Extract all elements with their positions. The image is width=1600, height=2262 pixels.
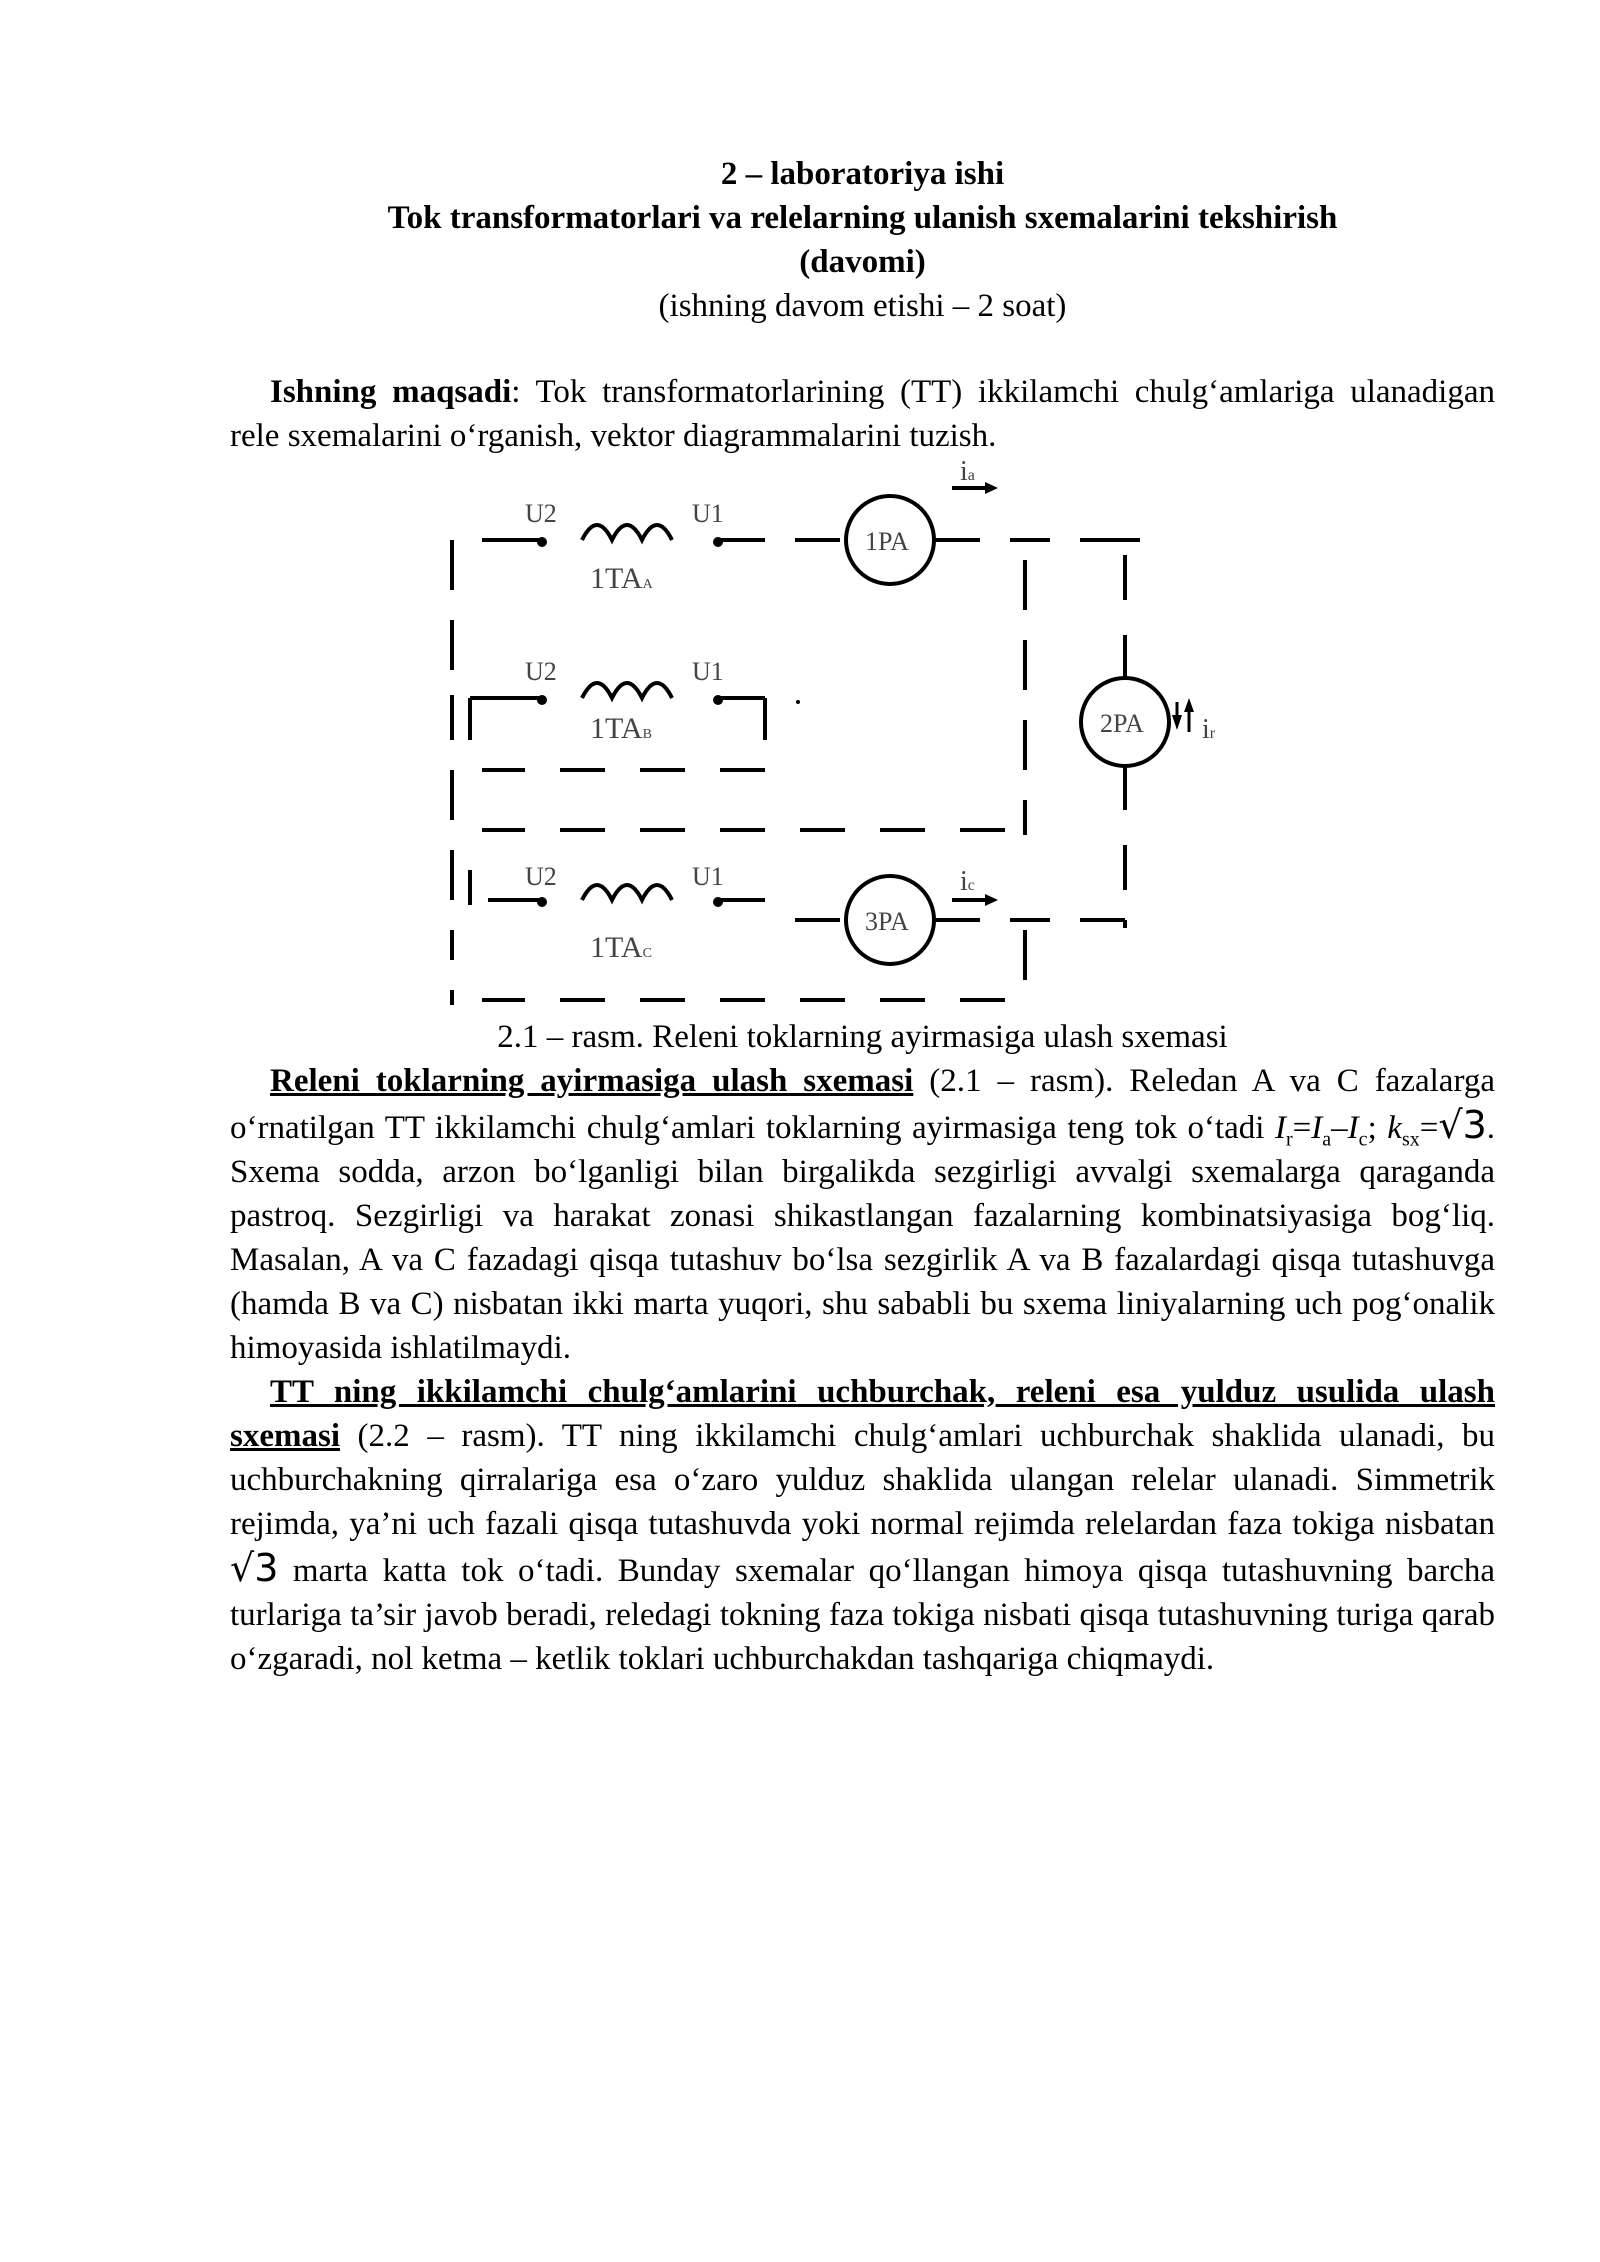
sqrt3-formula: √3	[1438, 1103, 1487, 1147]
pa3-label: 3PA	[865, 907, 909, 936]
circuit-diagram	[420, 460, 1240, 1020]
lab-title: Tok transformatorlari va relelarning ulanish sxemalarini tekshirish	[387, 200, 1338, 236]
figure-caption: 2.1 – rasm. Releni toklarning ayirmasiga ulash sxemasi	[497, 1019, 1228, 1055]
u2-label-a: U2	[525, 499, 557, 528]
u1-label-c: U1	[692, 862, 724, 891]
u2-label-b: U2	[525, 657, 557, 686]
ia-label: ia	[960, 460, 975, 487]
goal-paragraph	[230, 370, 1495, 458]
lab-duration: (ishning davom etishi – 2 soat)	[658, 288, 1067, 324]
sqrt3-formula-2: √3	[230, 1546, 279, 1590]
ta-c-label: 1TAC	[590, 931, 652, 964]
ir-label: ir	[1202, 714, 1216, 745]
paragraph-triangle-star-scheme: TT ning ikkilamchi chulg‘amlarini uchburchak, releni esa yulduz usulida ulash sxemasi (2.2 – rasm). TT ning ikkilamchi chulg‘amlari uchburchak shaklida ulanadi, bu uchburchakning qirralariga esa o‘zaro yulduz shaklida ulangan relelar ulanadi. Simmetrik rejimda, ya’ni uch fazali qisqa tutashuvda yoki normal rejimda relelardan faza tokiga nisbatan √3 marta katta tok o‘tadi. Bunday sxemalar qo‘llangan himoya qisqa tutashuvning barcha turlariga ta’sir javob beradi, reledagi tokning faza tokiga nisbati qisqa tutashuvning turiga qarab o‘zgaradi, nol ketma – ketlik toklari uchburchakdan tashqariga chiqmaydi.	[230, 1374, 1495, 1677]
lab-number: 2 – laboratoriya ishi	[720, 156, 1005, 192]
pa2-label: 2PA	[1100, 709, 1144, 738]
paragraph-difference-scheme: Releni toklarning ayirmasiga ulash sxemasi (2.1 – rasm). Reledan A va C fazalarga o‘rnatilgan TT ikkilamchi chulg‘amlari toklarning ayirmasiga teng tok o‘tadi $I_r=I_a-I_c$; $k_{sx}=√3$. Sxema sodda, arzon bo‘lganligi bilan birgalikda sezgirligi avvalgi sxemalarga qaraganda pastroq. Sezgirligi va harakat zonasi shikastlangan fazalarning kombinatsiyasiga bog‘liq. Masalan, A va C fazadagi qisqa tutashuv bo‘lsa sezgirlik A va B fazalardagi qisqa tutashuvga (hamda B va C) nisbatan ikki marta yuqori, shu sababli bu sxema liniyalarning uch pog‘onalik himoyasida ishlatilmaydi.	[230, 1063, 1496, 1366]
title-block	[230, 152, 1495, 328]
ta-b-label: 1TAB	[590, 712, 652, 745]
paragraph-heading-2: TT ning ikkilamchi chulg‘amlarini uchburchak, releni esa yulduz usulida ulash sxemasi	[230, 1374, 1495, 1454]
body-paragraphs	[230, 1059, 1495, 1681]
pa1-label: 1PA	[865, 527, 909, 556]
paragraph-heading-1: Releni toklarning ayirmasiga ulash sxemasi	[270, 1063, 914, 1099]
ta-a-label: 1TAA	[590, 562, 653, 595]
u1-label-a: U1	[692, 499, 724, 528]
u2-label-c: U2	[525, 862, 557, 891]
goal-text: : Tok transformatorlarining (TT) ikkilamchi chulg‘amlariga ulanadigan rele sxemalarini o‘rganish, vektor diagrammalarini tuzish.	[230, 374, 1495, 454]
ic-label: ic	[960, 866, 975, 897]
u1-label-b: U1	[692, 657, 724, 686]
goal-label: Ishning maqsadi	[270, 374, 512, 410]
lab-title-continued: (davomi)	[799, 244, 926, 280]
